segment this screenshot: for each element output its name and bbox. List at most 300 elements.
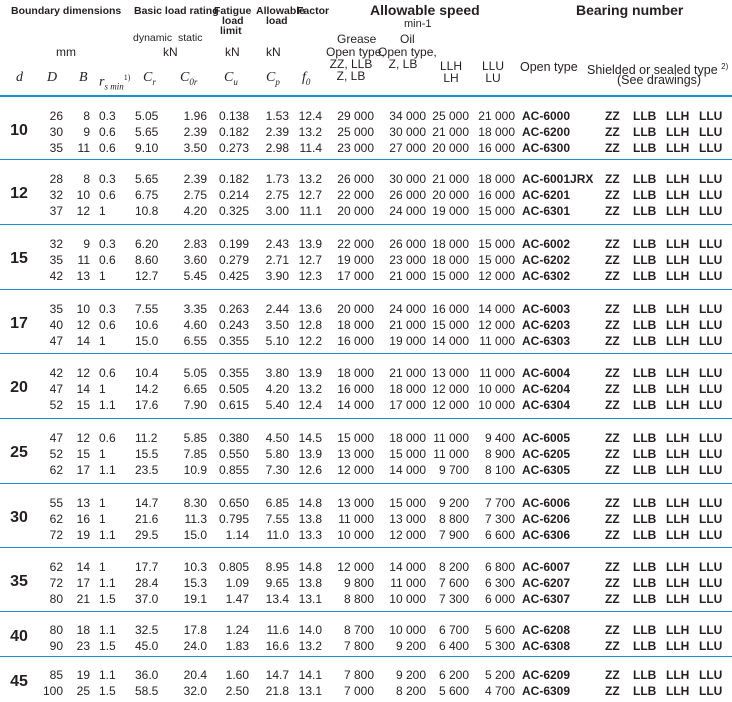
- cell-fatigue-limit: 2.50: [225, 684, 249, 698]
- oil-label: Oil: [400, 32, 415, 46]
- cell-type-zz: ZZ: [605, 366, 620, 380]
- cell-speed-llu: 21 000: [478, 109, 515, 123]
- cell-type-llh: LLH: [666, 576, 690, 590]
- cell-fatigue-limit: 0.214: [218, 188, 249, 202]
- cell-width: 11: [77, 253, 90, 267]
- cell-speed-llh: 15 000: [432, 269, 469, 283]
- cell-outer-diameter: 35: [49, 302, 63, 316]
- cell-type-llu: LLU: [699, 431, 723, 445]
- cell-type-llh: LLH: [666, 334, 690, 348]
- cell-static-rating: 10.9: [183, 463, 207, 477]
- cell-width: 9: [83, 237, 90, 251]
- cell-factor: 14.8: [298, 560, 322, 574]
- cell-fatigue-limit: 1.60: [225, 668, 249, 682]
- cell-dynamic-rating: 23.5: [135, 463, 159, 477]
- cell-open-type: AC-6002: [522, 237, 571, 251]
- cell-chamfer: 1: [99, 512, 106, 526]
- cell-fatigue-limit: 0.138: [218, 109, 249, 123]
- cell-chamfer: 0.6: [99, 125, 116, 139]
- bore-diameter-label: 20: [10, 379, 28, 396]
- symbol-f0-sub: 0: [305, 76, 311, 87]
- cell-static-rating: 17.8: [183, 623, 207, 637]
- cell-width: 10: [76, 302, 90, 316]
- cell-outer-diameter: 52: [49, 447, 63, 461]
- cell-allowable-load: 4.50: [265, 431, 289, 445]
- cell-factor: 13.8: [298, 512, 322, 526]
- cell-speed-llh: 19 000: [432, 204, 469, 218]
- cell-chamfer: 1.1: [99, 668, 116, 682]
- cell-chamfer: 1.5: [99, 684, 116, 698]
- cell-type-llu: LLU: [699, 204, 723, 218]
- cell-factor: 13.2: [298, 639, 322, 653]
- cell-factor: 13.2: [298, 172, 322, 186]
- cell-allowable-load: 3.80: [265, 366, 289, 380]
- symbol-c0r: [180, 72, 197, 88]
- cell-factor: 14.1: [298, 668, 322, 682]
- cell-static-rating: 19.1: [183, 592, 207, 606]
- cell-speed-llh: 8 800: [438, 512, 469, 526]
- cell-type-llh: LLH: [666, 204, 690, 218]
- cell-chamfer: 0.6: [99, 366, 116, 380]
- symbol-cr-c: C: [143, 70, 153, 85]
- cell-allowable-load: 16.6: [265, 639, 289, 653]
- cell-outer-diameter: 26: [49, 109, 63, 123]
- cell-width: 15: [76, 447, 90, 461]
- cell-dynamic-rating: 14.2: [135, 382, 159, 396]
- cell-chamfer: 1.1: [99, 528, 116, 542]
- cell-width: 14: [76, 334, 90, 348]
- cell-chamfer: 0.6: [99, 141, 116, 155]
- bore-group: [0, 483, 732, 548]
- cell-speed-oil: 24 000: [389, 302, 426, 316]
- cell-allowable-load: 7.55: [265, 512, 289, 526]
- cell-open-type: AC-6007: [522, 560, 571, 574]
- cell-type-llh: LLH: [666, 172, 690, 186]
- cell-chamfer: 1: [99, 496, 106, 510]
- cell-fatigue-limit: 0.279: [218, 253, 249, 267]
- cell-chamfer: 1: [99, 447, 106, 461]
- table-row: [0, 527, 732, 543]
- cell-type-zz: ZZ: [605, 576, 620, 590]
- cell-dynamic-rating: 29.5: [135, 528, 159, 542]
- cell-speed-llu: 5 200: [484, 668, 515, 682]
- cell-open-type: AC-6306: [522, 528, 571, 542]
- symbol-d: d: [16, 70, 23, 85]
- cell-type-llu: LLU: [699, 592, 723, 606]
- cell-speed-oil: 23 000: [389, 253, 426, 267]
- cell-width: 19: [76, 528, 90, 542]
- cell-allowable-load: 2.39: [265, 125, 289, 139]
- cell-fatigue-limit: 0.380: [218, 431, 249, 445]
- cell-speed-llu: 12 000: [478, 269, 515, 283]
- cell-type-zz: ZZ: [605, 382, 620, 396]
- cell-fatigue-limit: 0.355: [218, 366, 249, 380]
- cell-chamfer: 1.1: [99, 463, 116, 477]
- cell-chamfer: 1: [99, 334, 106, 348]
- cell-factor: 12.6: [298, 463, 322, 477]
- cell-speed-oil: 24 000: [389, 204, 426, 218]
- cell-type-llu: LLU: [699, 496, 723, 510]
- cell-fatigue-limit: 0.650: [218, 496, 249, 510]
- cell-type-llu: LLU: [699, 560, 723, 574]
- cell-factor: 14.5: [298, 431, 322, 445]
- cell-open-type: AC-6005: [522, 431, 571, 445]
- cell-speed-llh: 7 300: [438, 592, 469, 606]
- cell-speed-oil: 18 000: [389, 382, 426, 396]
- cell-width: 18: [76, 623, 90, 637]
- cell-dynamic-rating: 10.4: [135, 366, 159, 380]
- cell-type-zz: ZZ: [605, 172, 620, 186]
- cell-type-llu: LLU: [699, 382, 723, 396]
- cell-fatigue-limit: 0.243: [218, 318, 249, 332]
- symbol-r-note: 1): [123, 73, 131, 82]
- cell-speed-llh: 8 200: [438, 560, 469, 574]
- cell-type-llu: LLU: [699, 172, 723, 186]
- cell-dynamic-rating: 6.20: [135, 237, 159, 251]
- cell-open-type: AC-6205: [522, 447, 571, 461]
- allowable-line-1: Allowable: [256, 5, 306, 17]
- cell-type-llh: LLH: [666, 382, 690, 396]
- cell-type-llu: LLU: [699, 512, 723, 526]
- cell-factor: 13.1: [298, 592, 322, 606]
- cell-speed-llu: 6 300: [484, 576, 515, 590]
- cell-speed-oil: 12 000: [389, 528, 426, 542]
- cell-speed-llh: 11 000: [433, 447, 469, 461]
- cell-outer-diameter: 35: [49, 141, 63, 155]
- cell-open-type: AC-6208: [522, 623, 571, 637]
- cell-static-rating: 2.83: [183, 237, 207, 251]
- oil-types: [378, 45, 437, 71]
- cell-allowable-load: 2.75: [265, 188, 289, 202]
- bore-group: [0, 547, 732, 612]
- cell-type-llh: LLH: [666, 269, 690, 283]
- unit-kn-fatigue: kN: [225, 45, 240, 59]
- cell-outer-diameter: 47: [49, 382, 63, 396]
- cell-speed-oil: 14 000: [389, 463, 426, 477]
- cell-allowable-load: 1.73: [265, 172, 289, 186]
- cell-open-type: AC-6301: [522, 204, 571, 218]
- cell-open-type: AC-6201: [522, 188, 571, 202]
- cell-open-type: AC-6206: [522, 512, 571, 526]
- cell-type-zz: ZZ: [605, 188, 620, 202]
- cell-outer-diameter: 72: [49, 528, 63, 542]
- cell-chamfer: 0.3: [99, 302, 116, 316]
- oil-type-2: Z, LB: [388, 57, 418, 71]
- cell-speed-llh: 6 700: [438, 623, 469, 637]
- cell-width: 8: [83, 172, 90, 186]
- symbol-c0r-c: C: [180, 70, 190, 85]
- cell-fatigue-limit: 0.550: [218, 447, 249, 461]
- cell-speed-llu: 15 000: [478, 237, 515, 251]
- bore-diameter-label: 12: [10, 185, 28, 202]
- cell-allowable-load: 3.50: [265, 318, 289, 332]
- cell-dynamic-rating: 5.65: [135, 172, 159, 186]
- cell-chamfer: 0.6: [99, 431, 116, 445]
- cell-speed-oil: 18 000: [389, 431, 426, 445]
- cell-static-rating: 5.05: [183, 366, 207, 380]
- cell-type-zz: ZZ: [605, 684, 620, 698]
- cell-factor: 13.9: [298, 447, 322, 461]
- cell-speed-oil: 30 000: [389, 125, 426, 139]
- cell-static-rating: 10.3: [183, 560, 207, 574]
- cell-open-type: AC-6000: [522, 109, 571, 123]
- grease-type-2: ZZ, LLB: [329, 57, 373, 71]
- cell-speed-llu: 10 000: [478, 382, 515, 396]
- cell-type-llb: LLB: [633, 592, 657, 606]
- cell-speed-grease: 18 000: [337, 318, 374, 332]
- cell-speed-llh: 21 000: [432, 125, 469, 139]
- cell-type-llb: LLB: [633, 302, 657, 316]
- see-drawings-label: (See drawings): [617, 73, 702, 87]
- cell-speed-grease: 10 000: [337, 528, 374, 542]
- cell-fatigue-limit: 0.325: [218, 204, 249, 218]
- cell-factor: 13.1: [298, 684, 322, 698]
- cell-factor: 13.2: [298, 125, 322, 139]
- cell-type-llu: LLU: [699, 623, 723, 637]
- cell-type-llb: LLB: [633, 512, 657, 526]
- cell-type-zz: ZZ: [605, 318, 620, 332]
- cell-type-llb: LLB: [633, 237, 657, 251]
- cell-fatigue-limit: 0.805: [218, 560, 249, 574]
- bore-group: [0, 96, 732, 160]
- cell-factor: 13.9: [298, 237, 322, 251]
- cell-static-rating: 6.65: [183, 382, 207, 396]
- cell-allowable-load: 21.8: [265, 684, 289, 698]
- symbol-cp-c: C: [266, 70, 276, 85]
- cell-static-rating: 20.4: [183, 668, 207, 682]
- cell-open-type: AC-6304: [522, 398, 571, 412]
- cell-speed-llu: 12 000: [478, 318, 515, 332]
- table-row: [0, 140, 732, 156]
- cell-speed-grease: 7 000: [343, 684, 374, 698]
- bore-group: [0, 656, 732, 702]
- cell-speed-llu: 16 000: [478, 188, 515, 202]
- cell-type-zz: ZZ: [605, 269, 620, 283]
- cell-speed-grease: 15 000: [337, 431, 374, 445]
- cell-type-llb: LLB: [633, 366, 657, 380]
- grease-label: Grease: [337, 32, 377, 46]
- cell-speed-grease: 23 000: [337, 141, 374, 155]
- cell-dynamic-rating: 11.2: [135, 431, 158, 445]
- cell-speed-oil: 21 000: [389, 269, 426, 283]
- cell-static-rating: 7.85: [183, 447, 207, 461]
- bore-group: [0, 289, 732, 354]
- cell-factor: 14.0: [298, 623, 322, 637]
- bore-diameter-label: 45: [10, 673, 28, 690]
- cell-speed-llu: 18 000: [478, 125, 515, 139]
- cell-open-type: AC-6305: [522, 463, 571, 477]
- cell-type-zz: ZZ: [605, 512, 620, 526]
- cell-type-llb: LLB: [633, 496, 657, 510]
- cell-factor: 13.8: [298, 576, 322, 590]
- cell-outer-diameter: 85: [49, 668, 63, 682]
- cell-type-llu: LLU: [699, 125, 723, 139]
- cell-type-llu: LLU: [699, 237, 723, 251]
- cell-allowable-load: 5.10: [265, 334, 289, 348]
- cell-type-llh: LLH: [666, 463, 690, 477]
- cell-type-zz: ZZ: [605, 237, 620, 251]
- cell-type-llb: LLB: [633, 204, 657, 218]
- cell-chamfer: 1: [99, 204, 106, 218]
- fatigue-line-1: Fatigue: [214, 5, 252, 17]
- cell-dynamic-rating: 15.0: [135, 334, 159, 348]
- cell-static-rating: 7.90: [183, 398, 207, 412]
- cell-dynamic-rating: 36.0: [135, 668, 159, 682]
- cell-dynamic-rating: 5.65: [135, 125, 159, 139]
- cell-type-llu: LLU: [699, 366, 723, 380]
- speed-unit: min-1: [404, 18, 432, 30]
- cell-type-llh: LLH: [666, 623, 690, 637]
- cell-type-llh: LLH: [666, 447, 690, 461]
- cell-open-type: AC-6203: [522, 318, 571, 332]
- cell-speed-oil: 21 000: [389, 366, 426, 380]
- cell-speed-grease: 16 000: [337, 382, 374, 396]
- cell-speed-llh: 7 900: [438, 528, 469, 542]
- cell-speed-llh: 20 000: [432, 188, 469, 202]
- cell-speed-llu: 18 000: [478, 172, 515, 186]
- cell-outer-diameter: 52: [49, 398, 63, 412]
- cell-chamfer: 0.6: [99, 318, 116, 332]
- cell-speed-grease: 13 000: [337, 496, 374, 510]
- cell-type-zz: ZZ: [605, 528, 620, 542]
- cell-chamfer: 0.6: [99, 253, 116, 267]
- cell-static-rating: 2.39: [183, 125, 207, 139]
- cell-type-llb: LLB: [633, 172, 657, 186]
- cell-width: 13: [76, 496, 90, 510]
- boundary-dimensions-heading: Boundary dimensions: [11, 5, 122, 17]
- cell-type-zz: ZZ: [605, 623, 620, 637]
- table-row: [0, 559, 732, 575]
- table-row: [0, 317, 732, 333]
- cell-open-type: AC-6207: [522, 576, 571, 590]
- cell-chamfer: 0.3: [99, 237, 116, 251]
- cell-speed-oil: 14 000: [389, 560, 426, 574]
- cell-chamfer: 1: [99, 382, 106, 396]
- cell-speed-oil: 17 000: [389, 398, 426, 412]
- cell-factor: 11.4: [299, 141, 322, 155]
- cell-width: 23: [76, 639, 90, 653]
- cell-speed-grease: 18 000: [337, 366, 374, 380]
- cell-dynamic-rating: 17.7: [135, 560, 159, 574]
- cell-static-rating: 6.55: [183, 334, 207, 348]
- cell-type-llb: LLB: [633, 576, 657, 590]
- table-row: [0, 511, 732, 527]
- cell-fatigue-limit: 0.199: [218, 237, 249, 251]
- cell-type-llu: LLU: [699, 528, 723, 542]
- cell-type-zz: ZZ: [605, 431, 620, 445]
- cell-type-llh: LLH: [666, 366, 690, 380]
- symbol-cu-sub: u: [233, 76, 238, 87]
- cell-fatigue-limit: 0.505: [218, 382, 249, 396]
- cell-speed-llu: 6 600: [484, 528, 515, 542]
- cell-factor: 12.8: [298, 318, 322, 332]
- cell-speed-grease: 9 800: [343, 576, 374, 590]
- cell-dynamic-rating: 58.5: [135, 684, 159, 698]
- cell-speed-llu: 9 400: [484, 431, 515, 445]
- cell-type-llh: LLH: [666, 592, 690, 606]
- table-row: [0, 495, 732, 511]
- cell-allowable-load: 8.95: [265, 560, 289, 574]
- cell-type-llu: LLU: [699, 109, 723, 123]
- cell-speed-llh: 6 400: [438, 639, 469, 653]
- cell-width: 10: [76, 188, 90, 202]
- cell-chamfer: 1.1: [99, 398, 116, 412]
- cell-width: 12: [76, 318, 90, 332]
- cell-width: 14: [76, 560, 90, 574]
- cell-static-rating: 5.85: [183, 431, 207, 445]
- cell-speed-llu: 11 000: [479, 366, 515, 380]
- cell-speed-llh: 9 700: [438, 463, 469, 477]
- cell-speed-grease: 8 800: [343, 592, 374, 606]
- cell-speed-llh: 5 600: [438, 684, 469, 698]
- cell-type-llb: LLB: [633, 639, 657, 653]
- cell-type-llh: LLH: [666, 318, 690, 332]
- symbol-cu-c: C: [224, 70, 234, 85]
- cell-outer-diameter: 28: [49, 172, 63, 186]
- table-row: [0, 252, 732, 268]
- cell-open-type: AC-6204: [522, 382, 571, 396]
- cell-allowable-load: 6.85: [265, 496, 289, 510]
- cell-speed-oil: 9 200: [395, 639, 426, 653]
- cell-static-rating: 3.50: [183, 141, 207, 155]
- cell-speed-grease: 17 000: [337, 269, 374, 283]
- cell-fatigue-limit: 1.09: [225, 576, 249, 590]
- cell-speed-llh: 13 000: [432, 366, 469, 380]
- cell-outer-diameter: 62: [49, 463, 63, 477]
- grease-type-1: Open type,: [326, 45, 385, 59]
- cell-factor: 12.7: [298, 253, 322, 267]
- cell-dynamic-rating: 8.60: [135, 253, 159, 267]
- cell-outer-diameter: 32: [49, 188, 63, 202]
- cell-type-zz: ZZ: [605, 639, 620, 653]
- cell-speed-llh: 16 000: [432, 302, 469, 316]
- cell-factor: 12.7: [298, 188, 322, 202]
- cell-type-llb: LLB: [633, 334, 657, 348]
- cell-type-zz: ZZ: [605, 398, 620, 412]
- cell-speed-grease: 12 000: [337, 463, 374, 477]
- open-type-heading: Open type: [520, 60, 578, 74]
- cell-width: 14: [76, 382, 90, 396]
- cell-fatigue-limit: 0.273: [218, 141, 249, 155]
- cell-speed-grease: 20 000: [337, 204, 374, 218]
- cell-outer-diameter: 30: [49, 125, 63, 139]
- static-label: static: [178, 32, 203, 44]
- cell-type-llu: LLU: [699, 398, 723, 412]
- bore-diameter-label: 17: [10, 315, 28, 332]
- cell-chamfer: 0.3: [99, 172, 116, 186]
- bore-diameter-label: 30: [10, 509, 28, 526]
- llh-header-1: LLH: [439, 59, 462, 73]
- cell-speed-llu: 11 000: [479, 334, 515, 348]
- cell-factor: 13.9: [298, 366, 322, 380]
- cell-speed-llh: 20 000: [432, 141, 469, 155]
- table-row: [0, 381, 732, 397]
- cell-allowable-load: 11.6: [266, 623, 289, 637]
- cell-type-zz: ZZ: [605, 463, 620, 477]
- cell-speed-oil: 15 000: [389, 447, 426, 461]
- cell-dynamic-rating: 10.6: [135, 318, 159, 332]
- cell-speed-llh: 12 000: [432, 382, 469, 396]
- table-row: [0, 236, 732, 252]
- cell-speed-grease: 8 700: [343, 623, 374, 637]
- shielded-sealed-text: Shielded or sealed type: [587, 63, 718, 78]
- cell-speed-oil: 26 000: [389, 188, 426, 202]
- table-row: [0, 268, 732, 284]
- cell-open-type: AC-6309: [522, 684, 571, 698]
- fatigue-load-limit-heading: [214, 6, 251, 36]
- cell-width: 8: [83, 109, 90, 123]
- cell-speed-grease: 19 000: [337, 253, 374, 267]
